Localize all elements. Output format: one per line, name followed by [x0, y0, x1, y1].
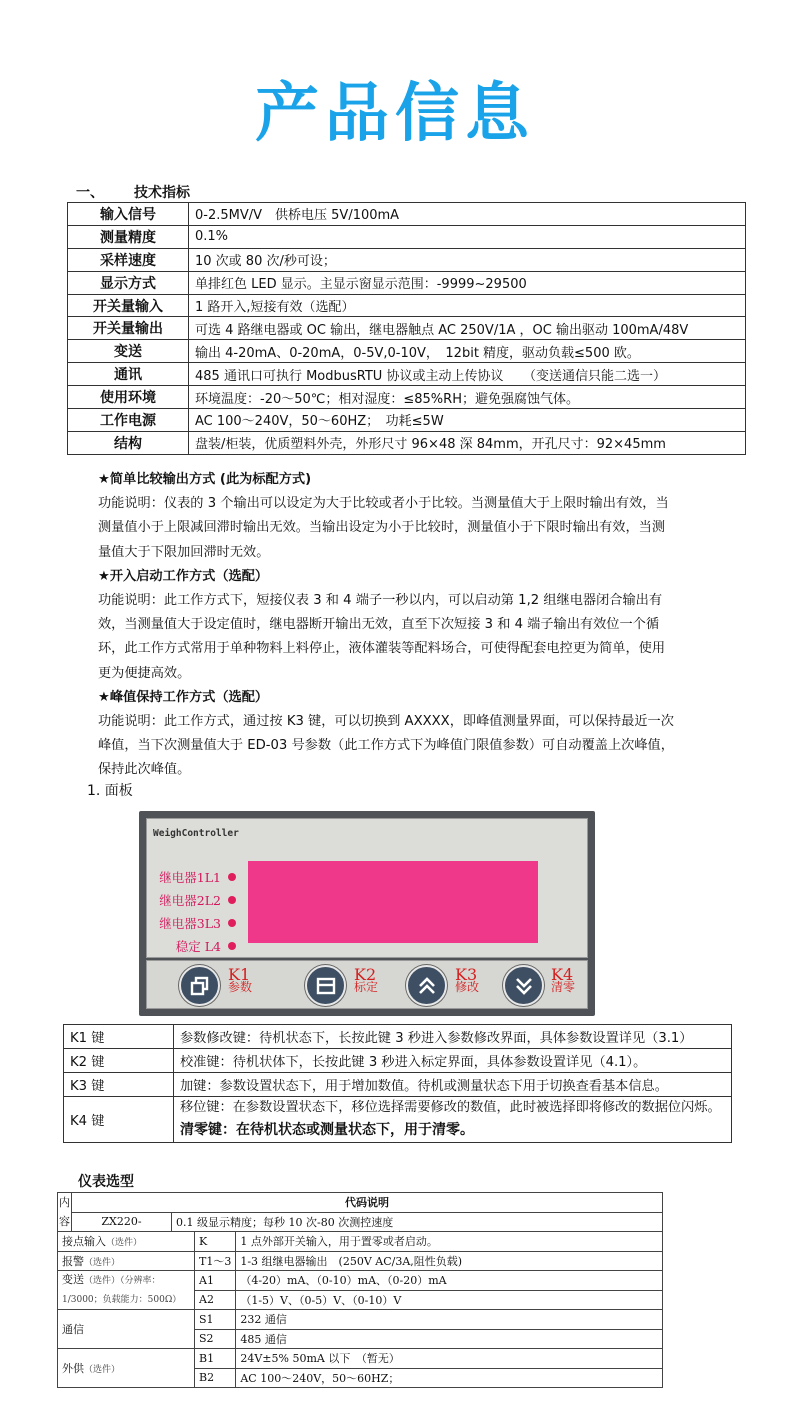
indicator-led-l3 — [228, 919, 236, 927]
table-row — [58, 1271, 663, 1291]
mode-heading: ★简单比较输出方式 (此为标配方式) — [98, 472, 312, 487]
spec-value: 0-2.5MV/V 供桥电压 5V/100mA — [189, 203, 746, 226]
lamp-label-l2: 继电器2L2 — [159, 893, 221, 908]
table-row — [68, 409, 746, 432]
k1-label: K1 参数 — [228, 965, 253, 994]
spec-value: AC 100～240V，50～60HZ； 功耗≤5W — [189, 409, 746, 432]
mode-text: 功能说明：此工作方式下，短接仪表 3 和 4 端子一秒以内，可以启动第 1,2 组继电器闭合输出有效，当测量值大于设定值时，继电器断开输出无效，直至下次短接 3 和 4 端子输出有效位一个循环，此工作方式常用于单种物料上料停止，液体灌装等配料场合，可使得配套电控更为简单，使用更为便捷高效。 — [98, 593, 666, 681]
table-row — [58, 1212, 663, 1232]
spec-value: 输出 4-20mA、0-20mA，0-5V,0-10V， 12bit 精度，驱动负载≤500 欧。 — [189, 340, 746, 363]
spec-key: 开关量输出 — [68, 317, 189, 340]
table-row — [68, 248, 746, 271]
indicator-led-l2 — [228, 896, 236, 904]
option-code: A2 — [195, 1290, 236, 1310]
option-code: T1～3 — [195, 1251, 236, 1271]
option-code: B2 — [195, 1368, 236, 1388]
lamp-label-l1: 继电器1L1 — [159, 870, 221, 885]
table-row — [64, 1097, 732, 1143]
spec-key: 通讯 — [68, 363, 189, 386]
section-heading — [76, 182, 190, 202]
section-title: 技术指标 — [134, 185, 190, 201]
spec-key: 结构 — [68, 431, 189, 454]
option-desc: 232 通信 — [236, 1310, 663, 1330]
table-row — [58, 1349, 663, 1369]
spec-key: 使用环境 — [68, 386, 189, 409]
spec-key: 工作电源 — [68, 409, 189, 432]
lamp-label-l4: 稳定 L4 — [175, 939, 221, 954]
k1-button[interactable] — [179, 965, 220, 1006]
lamp-label-l3: 继电器3L3 — [159, 916, 221, 931]
k3-button[interactable] — [406, 965, 447, 1006]
spec-value: 盘装/柜装，优质塑料外壳，外形尺寸 96×48 深 84mm，开孔尺寸：92×45mm — [189, 431, 746, 454]
indicator-led-l4 — [228, 942, 236, 950]
device-front-panel — [139, 811, 595, 1016]
mode-text: 功能说明：此工作方式，通过按 K3 键，可以切换到 AXXXX，即峰值测量界面，可以保持最近一次峰值，当下次测量值大于 ED-03 号参数（此工作方式下为峰值门限值参数）可自动覆盖上次峰值，保持此次峰值。 — [98, 714, 674, 778]
k4-label: K4 清零 — [551, 965, 576, 994]
key-desc: 校准键：待机状体下，长按此键 3 秒进入标定界面，具体参数设置详见（4.1）。 — [174, 1049, 732, 1073]
display-face — [146, 818, 588, 958]
model-selection-table — [57, 1192, 663, 1388]
option-desc: 1-3 组继电器输出 (250V AC/3A,阻性负载) — [236, 1251, 663, 1271]
spec-table — [67, 202, 746, 455]
led-display — [248, 861, 538, 943]
mode-text: 功能说明：仪表的 3 个输出可以设定为大于比较或者小于比较。当测量值大于上限时输出有效，当测量值小于上限减回滞时输出无效。当输出设定为小于比较时，测量值小于下限时输出有效，当测量值大于下限加回滞时无效。 — [98, 496, 669, 560]
option-code: S1 — [195, 1310, 236, 1330]
option-name: 变送（选件）（分辨率：1/3000；负载能力：500Ω） — [58, 1271, 195, 1310]
key-name: K2 键 — [64, 1049, 174, 1073]
header-content: 内容 — [58, 1193, 72, 1232]
table-row — [68, 340, 746, 363]
option-code: S2 — [195, 1329, 236, 1349]
panel-heading: 1. 面板 — [87, 783, 133, 799]
table-row — [58, 1193, 663, 1213]
chevron-up-icon — [416, 975, 438, 997]
option-name: 外供（选件） — [58, 1349, 195, 1388]
option-desc: （1-5）V、（0-5）V、（0-10）V — [236, 1290, 663, 1310]
key-desc: 参数修改键：待机状态下，长按此键 3 秒进入参数修改界面，具体参数设置详见（3.1） — [174, 1025, 732, 1049]
table-row — [58, 1251, 663, 1271]
key-name: K4 键 — [64, 1097, 174, 1143]
option-name: 通信 — [58, 1310, 195, 1349]
spec-key: 变送 — [68, 340, 189, 363]
table-row — [68, 363, 746, 386]
table-row — [68, 225, 746, 248]
table-row — [64, 1073, 732, 1097]
spec-value: 1 路开入,短接有效（选配） — [189, 294, 746, 317]
keypad — [146, 960, 588, 1009]
option-desc: 485 通信 — [236, 1329, 663, 1349]
option-desc: 1 点外部开关输入，用于置零或者启动。 — [236, 1232, 663, 1252]
option-name: 报警（选件） — [58, 1251, 195, 1271]
table-row — [68, 294, 746, 317]
key-desc-bold: 清零键：在待机状态或测量状态下，用于清零。 — [180, 1122, 474, 1138]
k2-button[interactable] — [305, 965, 346, 1006]
option-code: K — [195, 1232, 236, 1252]
mode-heading: ★峰值保持工作方式（选配） — [98, 689, 269, 705]
spec-value: 485 通讯口可执行 ModbusRTU 协议或主动上传协议 （变送通信只能二选一） — [189, 363, 746, 386]
option-code: B1 — [195, 1349, 236, 1369]
spec-value: 0.1% — [189, 225, 746, 248]
key-desc: 加键：参数设置状态下，用于增加数值。待机或测量状态下用于切换查看基本信息。 — [174, 1073, 732, 1097]
table-row — [68, 386, 746, 409]
base-code: ZX220- — [72, 1212, 172, 1232]
option-code: A1 — [195, 1271, 236, 1291]
key-name: K3 键 — [64, 1073, 174, 1097]
table-row — [58, 1310, 663, 1330]
page-title: 产品信息 — [255, 77, 535, 151]
copy-icon — [189, 975, 211, 997]
base-desc: 0.1 级显示精度；每秒 10 次-80 次测控速度 — [172, 1212, 663, 1232]
mode-heading: ★开入启动工作方式（选配） — [98, 568, 269, 584]
mode-descriptions — [98, 468, 678, 783]
selection-heading: 仪表选型 — [78, 1174, 134, 1190]
tray-icon — [315, 975, 337, 997]
key-name: K1 键 — [64, 1025, 174, 1049]
chevron-down-icon — [513, 975, 535, 997]
spec-value: 单排红色 LED 显示。主显示窗显示范围：-9999~29500 — [189, 271, 746, 294]
key-function-table — [63, 1024, 732, 1143]
table-row — [68, 317, 746, 340]
spec-key: 开关量输入 — [68, 294, 189, 317]
table-row — [64, 1049, 732, 1073]
table-row — [68, 203, 746, 226]
spec-key: 显示方式 — [68, 271, 189, 294]
section-number: 一、 — [76, 185, 104, 201]
option-name: 接点输入（选件） — [58, 1232, 195, 1252]
spec-value: 环境温度：-20～50℃；相对湿度：≤85%RH；避免强腐蚀气体。 — [189, 386, 746, 409]
key-desc: 移位键：在参数设置状态下，移位选择需要修改的数值，此时被选择即将修改的数据位闪烁。清零键：在待机状态或测量状态下，用于清零。 — [174, 1097, 732, 1143]
option-desc: AC 100～240V，50～60HZ； — [236, 1368, 663, 1388]
table-row — [68, 431, 746, 454]
indicator-led-l1 — [228, 873, 236, 881]
k2-label: K2 标定 — [354, 965, 379, 994]
k4-button[interactable] — [503, 965, 544, 1006]
brand-label: WeighController — [153, 828, 239, 839]
spec-key: 测量精度 — [68, 225, 189, 248]
table-row — [58, 1232, 663, 1252]
spec-key: 输入信号 — [68, 203, 189, 226]
table-row — [68, 271, 746, 294]
k3-label: K3 修改 — [455, 965, 480, 994]
table-row — [64, 1025, 732, 1049]
spec-key: 采样速度 — [68, 248, 189, 271]
spec-value: 10 次或 80 次/秒可设； — [189, 248, 746, 271]
option-desc: 24V±5% 50mA 以下 （暂无） — [236, 1349, 663, 1369]
spec-value: 可选 4 路继电器或 OC 输出，继电器触点 AC 250V/1A ，OC 输出驱动 100mA/48V — [189, 317, 746, 340]
header-code: 代码说明 — [72, 1193, 663, 1213]
option-desc: （4-20）mA、（0-10）mA、（0-20）mA — [236, 1271, 663, 1291]
